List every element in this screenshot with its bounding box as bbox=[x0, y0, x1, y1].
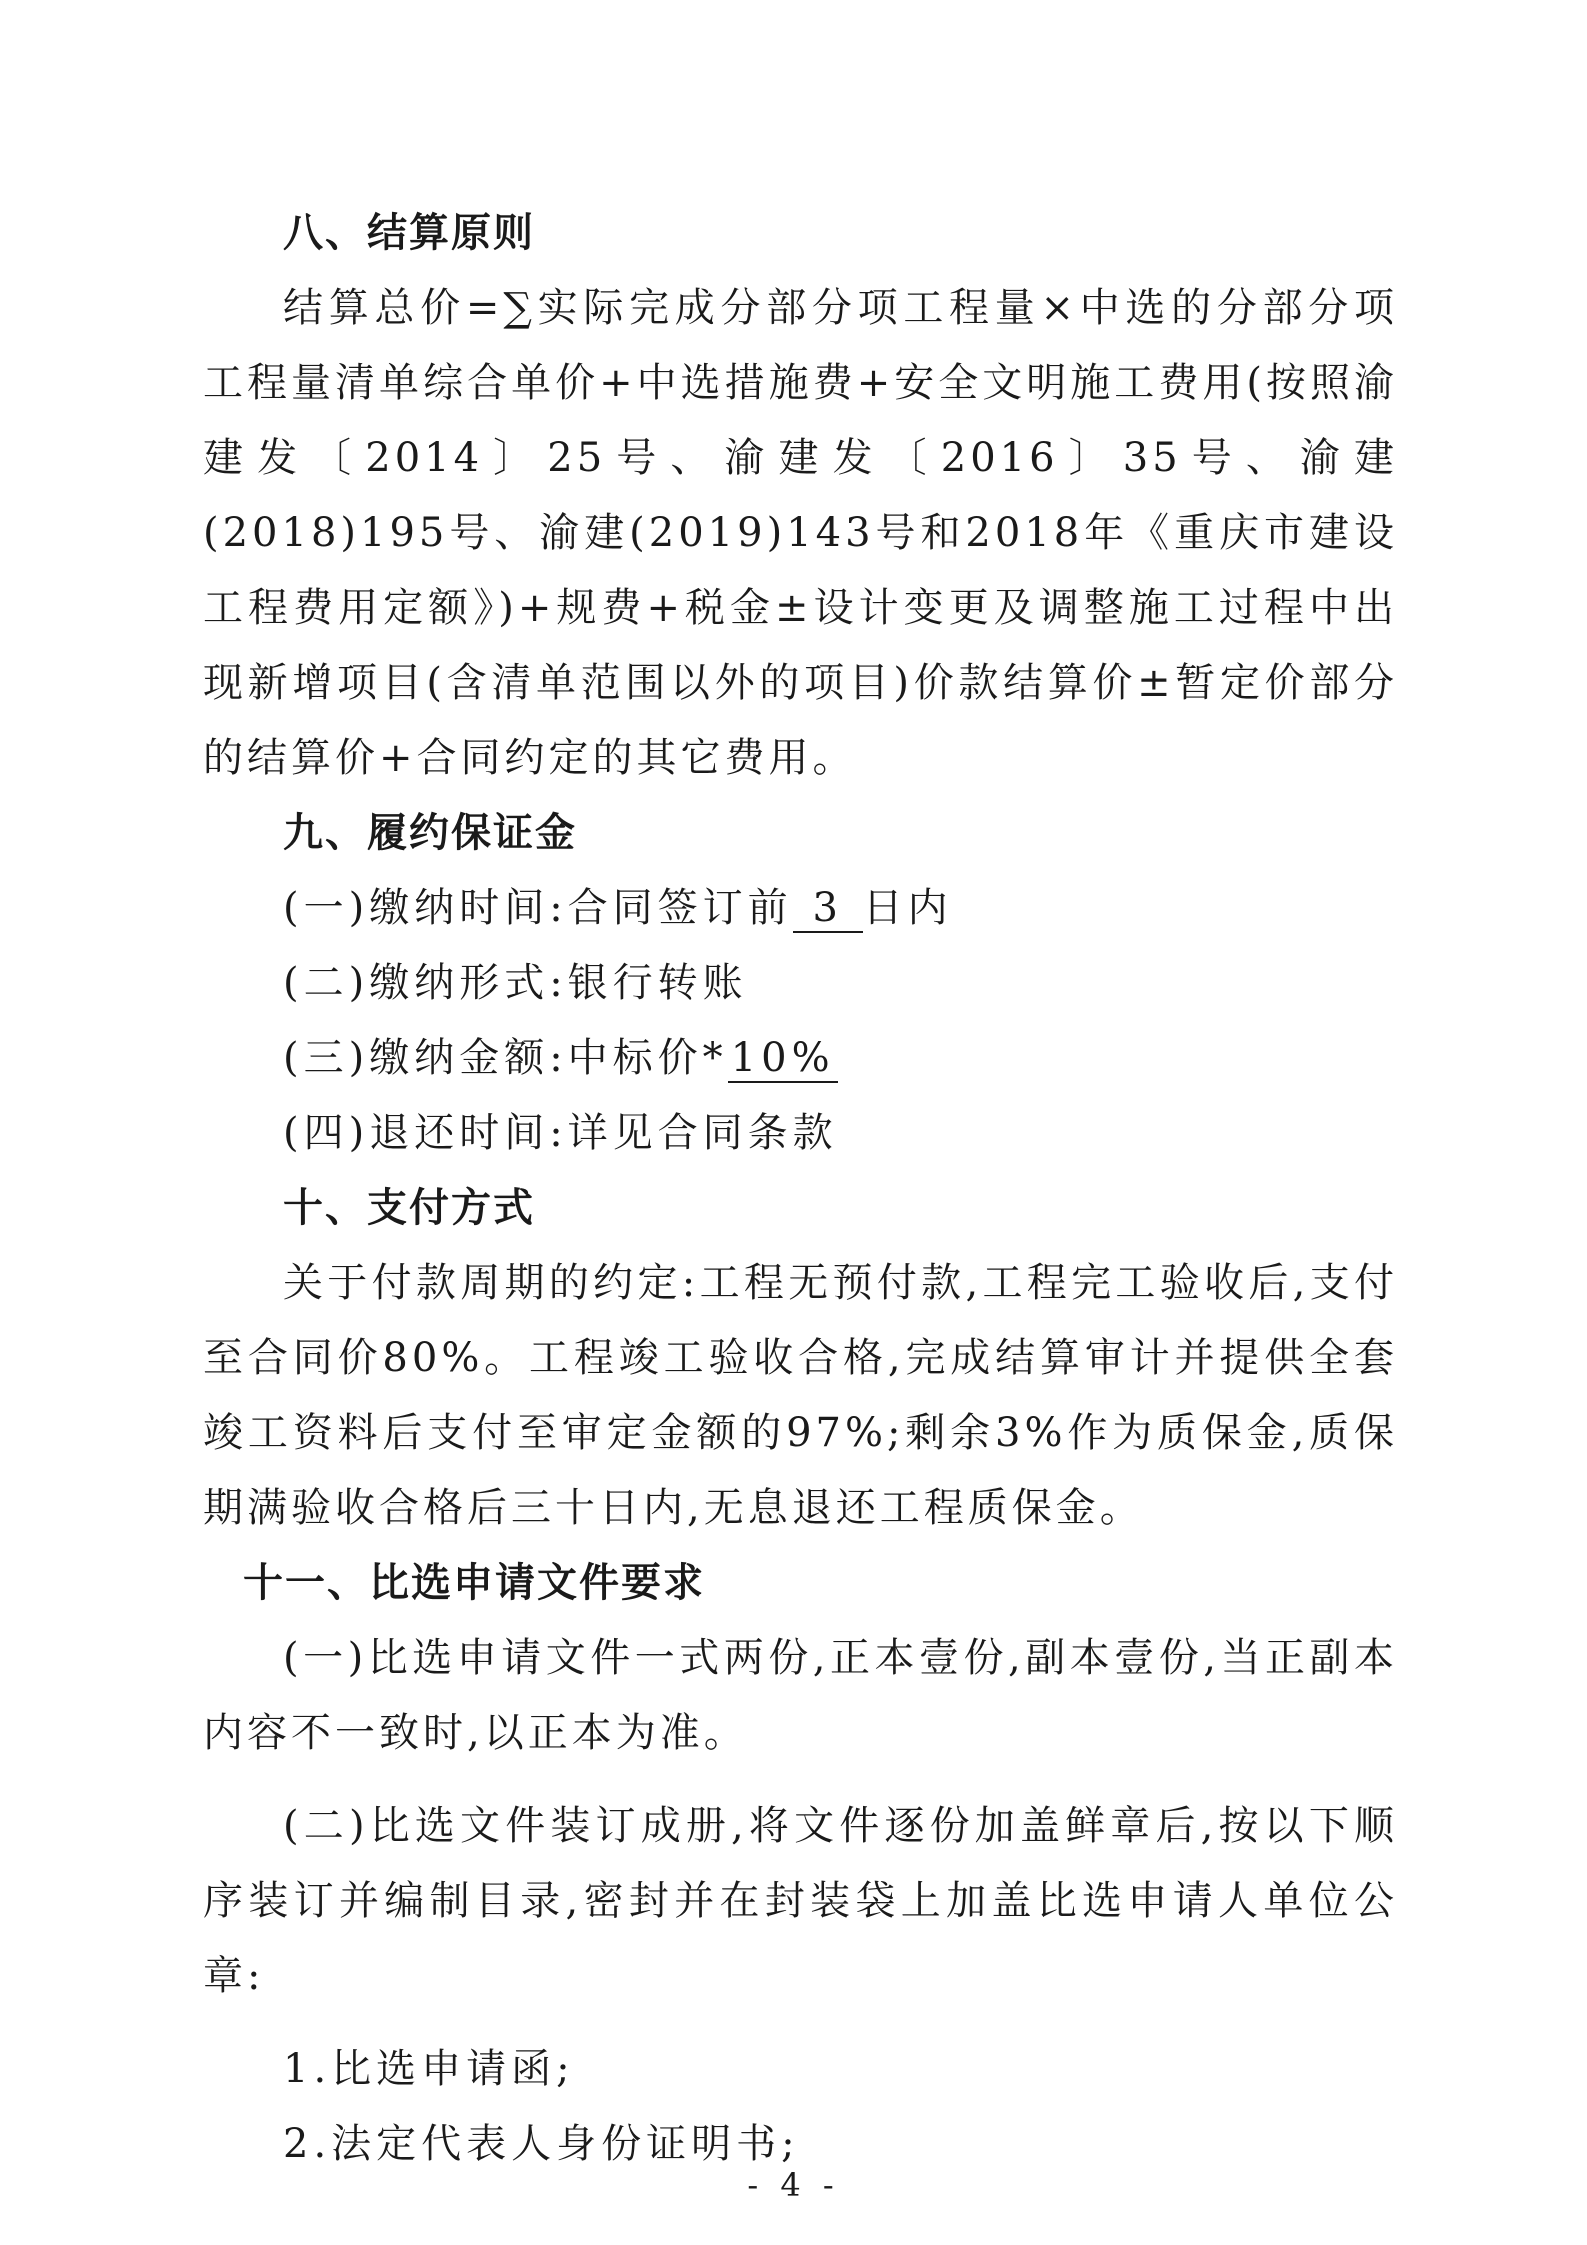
deposit-days-value: 3 bbox=[793, 885, 863, 933]
section-11-para-2: (二)比选文件装订成册,将文件逐份加盖鲜章后,按以下顺序装订并编制目录,密封并在封装袋上加盖比选申请人单位公章: bbox=[203, 1803, 1398, 1999]
deposit-return-item: (四)退还时间:详见合同条款 bbox=[283, 1110, 838, 1156]
section-10-body: 关于付款周期的约定:工程无预付款,工程完工验收后,支付至合同价80%。工程竣工验收合格,完成结算审计并提供全套竣工资料后支付至审定金额的97%;剩余3%作为质保金,质保期满验收合格后三十日内,无息退还工程质保金。 bbox=[203, 1260, 1398, 1531]
section-9-heading: 九、履约保证金 bbox=[283, 810, 577, 856]
deposit-percent-value: 10% bbox=[728, 1035, 838, 1083]
paragraph-gap bbox=[203, 2014, 1398, 2032]
section-10-heading: 十、支付方式 bbox=[283, 1185, 535, 1231]
list-item: 1.比选申请函; bbox=[283, 2046, 575, 2092]
section-11-para-1: (一)比选申请文件一式两份,正本壹份,副本壹份,当正副本内容不一致时,以正本为准。 bbox=[203, 1635, 1398, 1756]
deposit-amount-label: (三)缴纳金额:中标价* bbox=[283, 1035, 728, 1081]
deposit-time-label: (一)缴纳时间:合同签订前 bbox=[283, 885, 793, 931]
deposit-form-item: (二)缴纳形式:银行转账 bbox=[283, 960, 748, 1006]
document-body bbox=[203, 196, 1398, 2182]
section-8-heading: 八、结算原则 bbox=[283, 210, 535, 256]
page-number: - 4 - bbox=[747, 2166, 840, 2204]
list-item: 2.法定代表人身份证明书; bbox=[283, 2121, 800, 2167]
section-11-heading: 十一、比选申请文件要求 bbox=[243, 1560, 705, 1606]
paragraph-gap bbox=[203, 1771, 1398, 1789]
deposit-amount-item bbox=[203, 1021, 1398, 1096]
deposit-time-item bbox=[203, 871, 1398, 946]
section-8-body: 结算总价=∑实际完成分部分项工程量×中选的分部分项工程量清单综合单价+中选措施费+安全文明施工费用(按照渝建发〔2014〕25号、渝建发〔2016〕35号、渝建(2018)195号、渝建(2019)143号和2018年《重庆市建设工程费用定额》)+规费+税金±设计变更及调整施工过程中出现新增项目(含清单范围以外的项目)价款结算价±暂定价部分的结算价+合同约定的其它费用。 bbox=[203, 285, 1398, 781]
deposit-time-suffix: 日内 bbox=[862, 885, 953, 931]
